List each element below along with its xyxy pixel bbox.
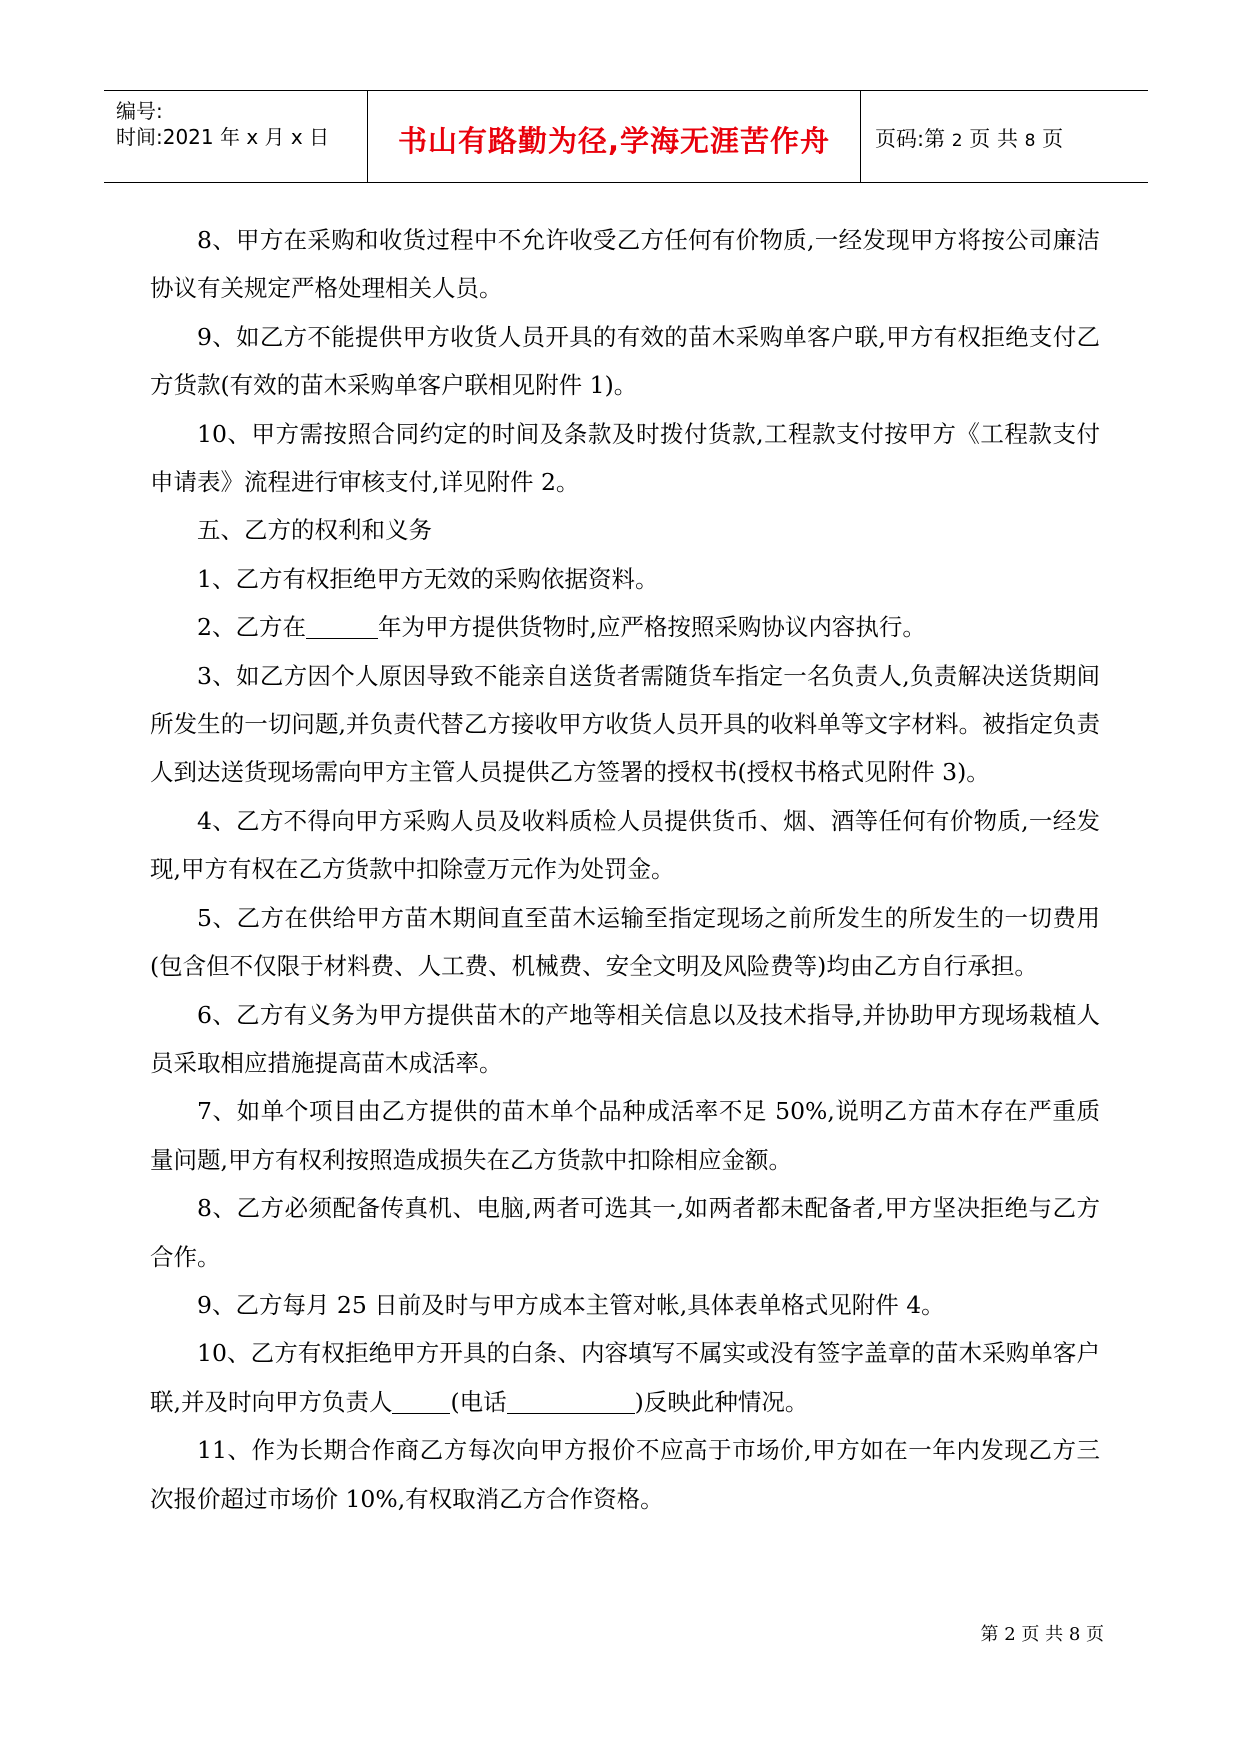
paragraph: 7、如单个项目由乙方提供的苗木单个品种成活率不足 50%,说明乙方苗木存在严重质量问题,甲方有权利按照造成损失在乙方货款中扣除相应金额。	[150, 1097, 1100, 1174]
year-fill-blank	[306, 615, 378, 640]
paragraph: 8、乙方必须配备传真机、电脑,两者可选其一,如两者都未配备者,甲方坚决拒绝与乙方合作。	[150, 1194, 1100, 1271]
page-total: 8	[1024, 131, 1036, 151]
paragraph-text: 10、乙方有权拒绝甲方开具的白条、内容填写不属实或没有签字盖章的苗木采购单客户联,并及时向甲方负责人	[150, 1339, 1100, 1416]
paragraph: 5、乙方在供给甲方苗木期间直至苗木运输至指定现场之前所发生的所发生的一切费用(包含但不仅限于材料费、人工费、机械费、安全文明及风险费等)均由乙方自行承担。	[150, 903, 1100, 981]
header-left-cell	[104, 91, 367, 182]
paragraph: 8、甲方在采购和收货过程中不允许收受乙方任何有价物质,一经发现甲方将按公司廉洁协议有关规定严格处理相关人员。	[150, 226, 1100, 303]
contact-person-blank	[392, 1389, 450, 1414]
paragraph: 9、乙方每月 25 日前及时与甲方成本主管对帐,具体表单格式见附件 4。	[197, 1290, 945, 1319]
paragraph: 9、如乙方不能提供甲方收货人员开具的有效的苗木采购单客户联,甲方有权拒绝支付乙方货款(有效的苗木采购单客户联相见附件 1)。	[150, 322, 1100, 400]
page-footer: 第 2 页 共 8 页	[980, 1624, 1104, 1645]
paragraph-text: (电话	[450, 1387, 507, 1416]
page-header	[104, 90, 1148, 183]
header-page-cell	[861, 91, 1148, 182]
paragraph-contact-blank	[150, 1329, 1100, 1426]
document-number-label: 编号:	[116, 99, 163, 123]
phone-fill-blank	[507, 1389, 635, 1414]
paragraph: 6、乙方有义务为甲方提供苗木的产地等相关信息以及技术指导,并协助甲方现场栽植人员采取相应措施提高苗木成活率。	[150, 1000, 1100, 1077]
paragraph: 10、甲方需按照合同约定的时间及条款及时拨付货款,工程款支付按甲方《工程款支付申请表》流程进行审核支付,详见附件 2。	[150, 419, 1100, 497]
page-current: 2	[951, 131, 963, 151]
page-suffix: 页	[1035, 127, 1064, 151]
document-time-label: 时间:2021 年 x 月 x 日	[116, 125, 330, 149]
header-page-number	[875, 123, 1063, 153]
paragraph: 4、乙方不得向甲方采购人员及收料质检人员提供货币、烟、酒等任何有价物质,一经发现,甲方有权在乙方货款中扣除壹万元作为处罚金。	[150, 806, 1100, 884]
paragraph: 11、作为长期合作商乙方每次向甲方报价不应高于市场价,甲方如在一年内发现乙方三次报价超过市场价 10%,有权取消乙方合作资格。	[150, 1436, 1100, 1513]
paragraph: 1、乙方有权拒绝甲方无效的采购依据资料。	[197, 564, 659, 593]
document-body	[150, 216, 1100, 1523]
paragraph-year-blank	[150, 603, 1100, 651]
page-prefix: 页码:第	[875, 127, 952, 151]
section-heading: 五、乙方的权利和义务	[197, 516, 432, 545]
paragraph-text: 2、乙方在	[197, 613, 306, 642]
paragraph-text: )反映此种情况。	[634, 1387, 809, 1416]
header-motto-cell	[367, 91, 861, 182]
header-motto: 书山有路勤为径,学海无涯苦作舟	[397, 124, 831, 158]
paragraph-text: 年为甲方提供货物时,应严格按照采购协议内容执行。	[377, 613, 926, 642]
page-mid: 页 共	[962, 127, 1025, 151]
paragraph: 3、如乙方因个人原因导致不能亲自送货者需随货车指定一名负责人,负责解决送货期间所发生的一切问题,并负责代替乙方接收甲方收货人员开具的收料单等文字材料。被指定负责人到达送货现场需向甲方主管人员提供乙方签署的授权书(授权书格式见附件 3)。	[150, 661, 1100, 787]
